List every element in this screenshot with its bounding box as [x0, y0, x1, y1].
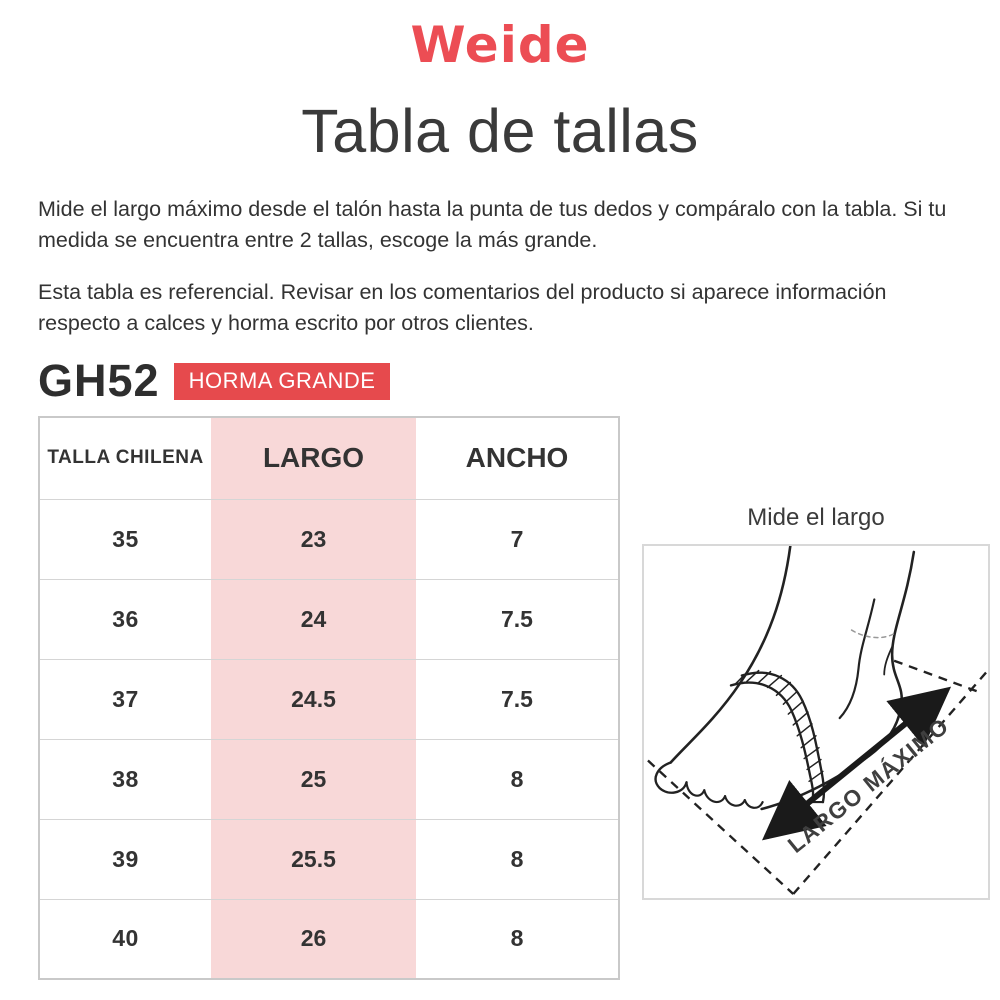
- cell-talla: 37: [39, 659, 211, 739]
- cell-talla: 38: [39, 739, 211, 819]
- model-code: GH52: [38, 355, 160, 407]
- cell-ancho: 8: [510, 925, 524, 952]
- table-row: [39, 659, 619, 739]
- cell-ancho: 7: [416, 499, 619, 579]
- column-header-largo: LARGO: [211, 417, 416, 499]
- brand-logo: Weide: [410, 16, 590, 74]
- measuring-tape: [731, 671, 824, 802]
- cell-ancho: 8: [416, 739, 619, 819]
- cell-largo: 24: [211, 579, 416, 659]
- cell-ancho: 8: [416, 819, 619, 899]
- intro-paragraph-2: Esta tabla es referencial. Revisar en los comentarios del producto si aparece información respecto a calces y horma escrito por otros clientes.: [38, 280, 887, 335]
- largo-maximo-arrow: [767, 690, 947, 836]
- size-table-header: [39, 417, 619, 499]
- horma-grande-badge: HORMA GRANDE: [174, 363, 391, 400]
- model-row: [38, 356, 1000, 406]
- table-row: [39, 739, 619, 819]
- content-area: [38, 416, 1000, 980]
- cell-talla: 35: [39, 499, 211, 579]
- intro-paragraph-1: Mide el largo máximo desde el talón hasta la punta de tus dedos y compáralo con la tabla. Si tu medida se encuentra entre 2 tallas, escoge la más grande.: [38, 197, 947, 252]
- cell-largo: 24.5: [211, 659, 416, 739]
- table-row: [39, 499, 619, 579]
- size-table-body: [39, 499, 619, 979]
- column-header-ancho: ANCHO: [416, 417, 619, 499]
- largo-maximo-label: LARGO MÁXIMO: [782, 712, 955, 858]
- cell-talla: 39: [39, 819, 211, 899]
- column-header-talla-chilena: TALLA CHILENA: [39, 417, 211, 499]
- cell-talla: 40: [112, 925, 139, 952]
- cell-largo: 26: [211, 899, 416, 979]
- cell-talla: 36: [39, 579, 211, 659]
- table-row: [39, 819, 619, 899]
- header-row: [39, 417, 619, 499]
- cell-largo: 25.5: [211, 819, 416, 899]
- cell-largo: 23: [211, 499, 416, 579]
- foot-measure-illustration: [644, 546, 988, 898]
- measure-heading: Mide el largo: [747, 504, 885, 532]
- page-title: Tabla de tallas: [301, 97, 699, 165]
- cell-ancho: 7.5: [416, 659, 619, 739]
- cell-ancho: 7.5: [416, 579, 619, 659]
- table-row: [39, 899, 619, 979]
- table-row: [39, 579, 619, 659]
- cell-largo: 25: [211, 739, 416, 819]
- size-table: [38, 416, 620, 980]
- measure-figure-column: [642, 416, 990, 980]
- measure-figure-box: [642, 544, 990, 900]
